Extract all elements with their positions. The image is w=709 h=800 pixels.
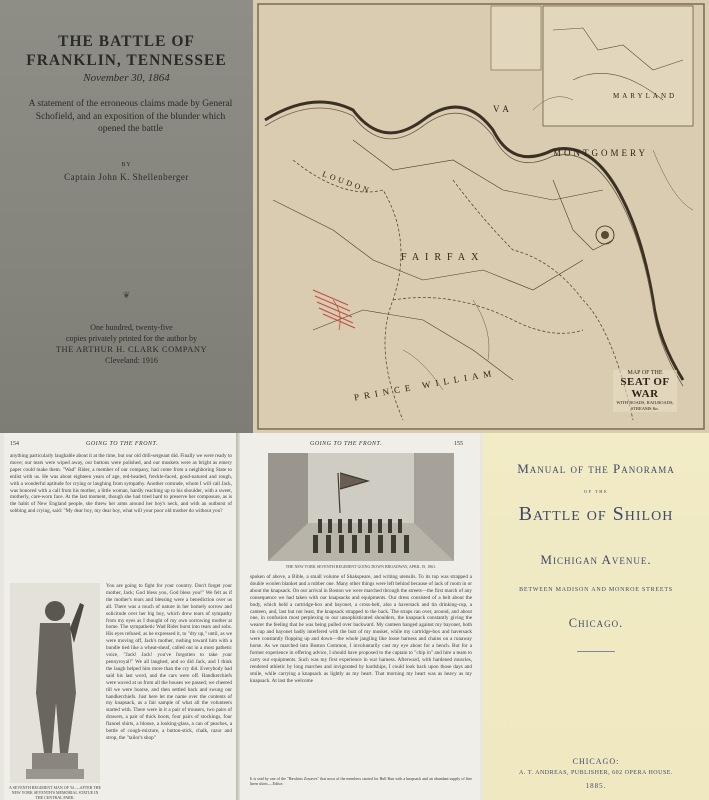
map-label-maryland: MARYLAND	[613, 92, 678, 100]
imprint-publisher: THE ARTHUR H. CLARK COMPANY	[55, 344, 208, 354]
cover-imprint	[40, 322, 223, 366]
cover-by: BY	[121, 162, 132, 168]
parade-illustration	[268, 453, 454, 561]
left-figure-caption: A SEVENTH REGIMENT MAN OF '61.—AFTER THE NEW YORK SEVENTH'S MEMORIAL STATUE IN THE CENTRAL PARK.	[8, 785, 102, 800]
manual-city: Chicago.	[568, 616, 624, 630]
manual-title: Battle of Shiloh	[518, 503, 674, 525]
cover-flourish-icon: ❦	[122, 290, 131, 300]
legend-title: SEAT OF WAR	[620, 376, 670, 400]
cover-title	[8, 32, 245, 70]
map-drawing	[253, 0, 709, 433]
statue-illustration	[10, 583, 100, 783]
right-page	[240, 433, 480, 800]
statue-figure	[10, 583, 100, 783]
map-label-loudon: LOUDON	[321, 169, 373, 196]
left-text-column: You are going to fight for your country. Don't forget your mother, Jack; God bless you, God bless you!" We felt as if the mother's tears and blessing were a benediction over us all. There was a touch of nature in her homely sorrow and solicitude over her big boy, which drew tears of sympathy from my eyes as I thought of my own sorrowing mother at home. The sympathetic Wad Rider burst into tears and sobs. His eyes refused, as he expressed it, to "dry up," until, as we were moving off, Jack's mother, rushing toward him with a bundle tied like a wheat-sheaf, called out in a most pathetic voice, "Jack! Jack! you've forgotten to take your pennyroyal!" We all laughed, and so did Jack, and I think the laugh helped him more than the cry did. Everybody had said his last word, and the cars were off. Handkerchiefs were waved at us from all the houses we passed; we cheered till we were hoarse, and then settled back and swung our handkerchiefs. Just here let me name over the contents of my knapsack, as a fair sample of what all the volunteers started with. There were in it a pair of trousers, two pairs of drawers, a pair of thick boots, four pairs of stockings, four flannel shirts, a blouse, a looking-glass, a can of peaches, a bottle of cough-mixture, a button-stick, chalk, razor and strop, the "tailor's shop"	[106, 583, 232, 741]
cover-title-line1: THE BATTLE OF	[58, 33, 195, 50]
imprint-place: Cleveland: 1916	[105, 356, 158, 365]
manual-heading: Manual of the Panorama	[517, 461, 675, 476]
legend-subtitle: WITH ROADS, RAILROADS, STREAMS &c.	[616, 400, 674, 411]
right-footnote: It is said by one of the "Hawkins Zouaves" that most of the members started for Bull Run with a knapsack and an abundant supply of fine linen shirts.—Editor.	[250, 776, 472, 786]
imprint-line2: copies privately printed for the author by	[65, 334, 198, 343]
imprint-line1: One hundred, twenty-five	[90, 323, 173, 332]
cover-date: November 30, 1864	[83, 72, 170, 84]
cover-author: Captain John K. Shellenberger	[64, 172, 189, 182]
manual-of-the: OF THE	[583, 489, 609, 494]
manual-between: BETWEEN MADISON AND MONROE STREETS	[519, 587, 673, 593]
seat-of-war-map	[253, 0, 709, 433]
left-page	[4, 433, 236, 800]
book-cover-franklin	[0, 0, 253, 433]
parade-engraving	[268, 453, 454, 561]
manual-rule	[577, 651, 615, 652]
left-running-head: GOING TO THE FRONT.	[86, 441, 158, 447]
left-page-number: 154	[10, 441, 19, 447]
map-legend	[613, 370, 677, 412]
map-label-prince-william: PRINCE WILLIAM	[353, 367, 497, 403]
left-text-top: anything particularly laughable about it at the time, but our old drill-sergeant did. Finally we were ready to move; our tears were wiped away, our buttons were polished, and our muskets were as bright as emery paper could make them. "Wad" Rider, a member of our company, had come from a neighboring State to enlist with us. He was about eighteen years of age, red-headed, freckle-faced, good-natured and rough, with a wonderful aptitude for crying or laughing from sympathy. Another comrade, whom I will call Jack, was honored with a call from his mother, a little woman, hardly reaching up to his shoulder, with a sweet, motherly, care-worn face. At the last moment, though she had tried hard to preserve her composure, as is the habit of New England people, she threw her arms around her boy's neck, and with an outburst of sobbing and crying, said: "My dear boy, my dear boy, what will your poor old mother do without you?	[10, 453, 232, 515]
cover-title-line2: FRANKLIN, TENNESSEE	[26, 52, 227, 69]
manual-imprint-city: CHICAGO:	[572, 757, 620, 766]
legend-line1: MAP OF THE	[627, 370, 663, 376]
map-label-fairfax: FAIRFAX	[401, 252, 485, 263]
map-label-montgomery: MONTGOMERY	[553, 148, 649, 158]
right-text: spoken of above, a Bible, a small volume of Shakspeare, and writing utensils. To its top was strapped a double woolen blanket and a rubber one. Many other things were left behind because of lack of room in or about the knapsack. On our arrival in Boston we were marched through the streets—the first march of any consequence we had taken with our knapsacks and equipments. Our dress consisted of a belt about the body, which held a cartridge-box and bayonet, a cross-belt, also a haversack and tin drinking-cup, a canteen, and, last but not least, the knapsack strapped to the back. The straps ran over, around, and about one, in confusion most perplexing to our unsophisticated shoulders, the knapsack constantly giving the wearer the feeling that he was being pulled over backward. My canteen banged against my bayonet, both tin cup and bayonet badly interfered with the butt of my musket, while my cartridge-box and haversack were constantly flopping up and down—the whole jangling like loose harness and chains on a runaway horse. As we marched into Boston Common, I involuntarily cast my eye about for a bench. But for a former experience in offering advice, I should have proposed to the captain to "chip in" and hire a team to carry our equipments. Such was my first experience in war harness. Afterward, with hardened muscles, rendered athletic by long marches and invigorated by hardships, I could look back upon those days and smile, while carrying a knapsack as lightly as my heart. That morning my heart was as heavy as my knapsack. At last the welcome	[250, 574, 472, 684]
manual-year: 1885.	[585, 782, 607, 790]
book-spread-going-to-the-front	[0, 433, 483, 800]
manual-shiloh-panorama	[483, 433, 709, 800]
right-running-head: GOING TO THE FRONT.	[310, 441, 382, 447]
cover-description: A statement of the erroneous claims made by General Schofield, and an exposition of the blunder which opened the battle	[28, 99, 233, 134]
right-figure-caption: THE NEW YORK SEVENTH REGIMENT GOING DOWN BROADWAY, APRIL 19, 1861.	[285, 564, 437, 569]
manual-street: Michigan Avenue.	[540, 552, 652, 567]
map-label-va: VA	[493, 104, 513, 114]
manual-publisher: A. T. ANDREAS, PUBLISHER, 602 OPERA HOUSE.	[519, 770, 673, 776]
right-page-number: 155	[454, 441, 463, 447]
